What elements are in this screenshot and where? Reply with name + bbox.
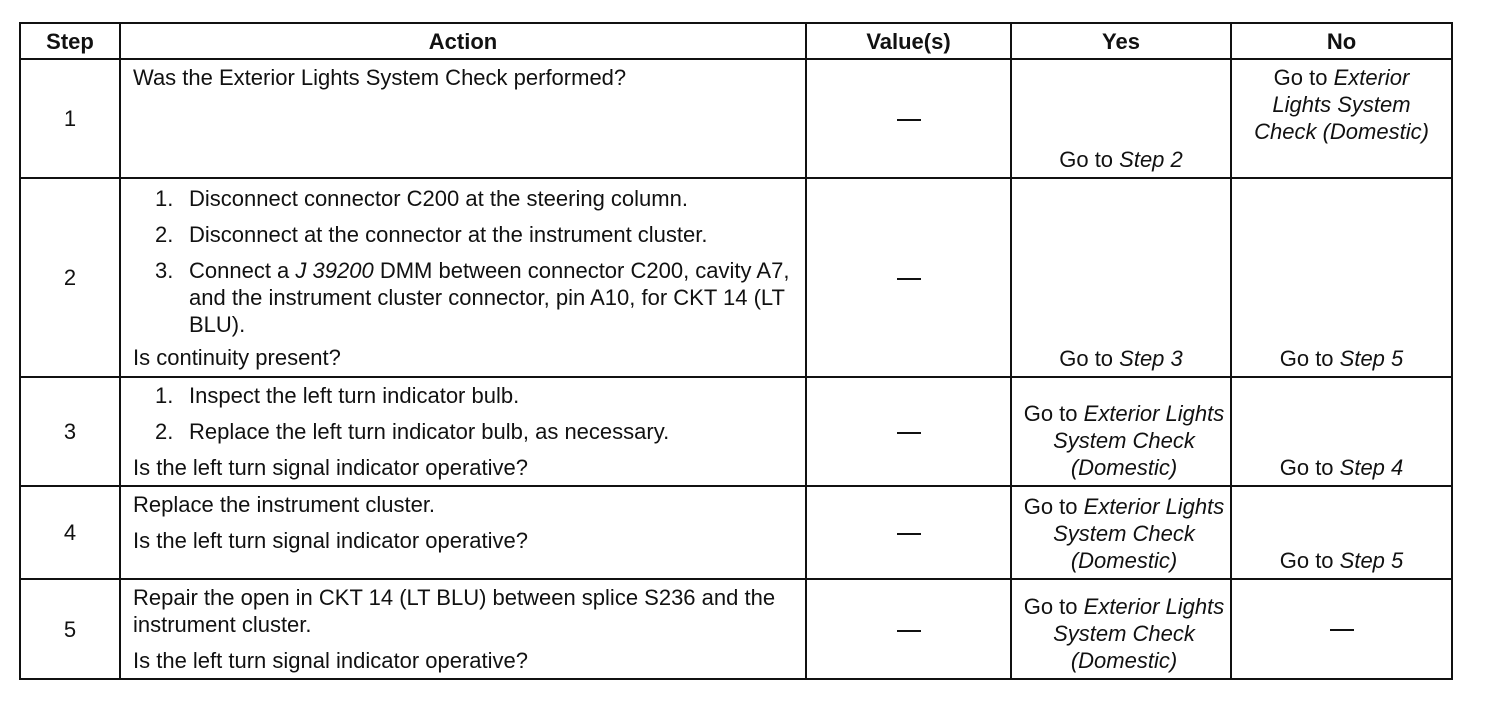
- table-row-step-2: [20, 178, 1452, 377]
- no-cell: [1231, 579, 1452, 679]
- yes-cell[interactable]: [1011, 486, 1231, 579]
- no-cell[interactable]: [1231, 59, 1452, 178]
- value-dash: [897, 432, 921, 434]
- table-row-step-5: [20, 579, 1452, 679]
- step-number: 4: [20, 486, 120, 579]
- header-no: No: [1231, 23, 1452, 59]
- action-cell: [120, 178, 806, 377]
- action-question: Is the left turn signal indicator operative?: [133, 528, 529, 553]
- value-dash: [897, 278, 921, 280]
- list-item: 2. Disconnect at the connector at the instrument cluster.: [155, 222, 708, 247]
- tool-name: J 39200: [295, 258, 374, 283]
- value-cell: [806, 59, 1011, 178]
- yes-prefix: Go to: [1059, 346, 1120, 371]
- yes-link[interactable]: Exterior Lights System Check (Domestic): [1053, 494, 1225, 573]
- value-dash: [897, 533, 921, 535]
- header-yes: Yes: [1011, 23, 1231, 59]
- action-text: Replace the instrument cluster.: [133, 492, 436, 517]
- action-question: Is continuity present?: [133, 345, 341, 370]
- list-item: 1. Disconnect connector C200 at the steering column.: [155, 186, 688, 211]
- yes-cell[interactable]: [1011, 59, 1231, 178]
- action-cell: [120, 486, 806, 579]
- value-cell: [806, 486, 1011, 579]
- value-cell: [806, 579, 1011, 679]
- no-dash: [1330, 629, 1354, 631]
- no-prefix: Go to: [1273, 65, 1334, 90]
- yes-link[interactable]: Step 2: [1119, 147, 1183, 172]
- table-row-step-3: [20, 377, 1452, 486]
- yes-link[interactable]: Exterior Lights System Check (Domestic): [1053, 401, 1225, 480]
- no-prefix: Go to: [1279, 455, 1340, 480]
- value-dash: [897, 119, 921, 121]
- diagnostic-table: [19, 22, 1453, 680]
- value-cell: [806, 377, 1011, 486]
- action-question: Is the left turn signal indicator operative?: [133, 648, 529, 673]
- action-text: Was the Exterior Lights System Check performed?: [133, 65, 627, 90]
- yes-prefix: Go to: [1023, 494, 1084, 519]
- step-number: 2: [20, 178, 120, 377]
- yes-prefix: Go to: [1059, 147, 1120, 172]
- no-prefix: Go to: [1279, 548, 1340, 573]
- no-link[interactable]: Exterior Lights System Check (Domestic): [1254, 65, 1429, 144]
- list-item: 3. Connect a J 39200 DMM between connector C200, cavity A7, and the instrument cluster connector, pin A10, for CKT 14 (LT BLU).: [155, 258, 790, 337]
- header-values: Value(s): [806, 23, 1011, 59]
- step-number: 1: [20, 59, 120, 178]
- step-number: 5: [20, 579, 120, 679]
- substep-list: [133, 185, 797, 338]
- header-row: [20, 23, 1452, 59]
- action-cell: [120, 59, 806, 178]
- table-row-step-1: [20, 59, 1452, 178]
- action-text: Repair the open in CKT 14 (LT BLU) between splice S236 and the instrument cluster.: [133, 585, 776, 637]
- yes-link[interactable]: Step 3: [1119, 346, 1183, 371]
- yes-cell[interactable]: [1011, 377, 1231, 486]
- no-prefix: Go to: [1279, 346, 1340, 371]
- value-cell: [806, 178, 1011, 377]
- yes-prefix: Go to: [1023, 401, 1084, 426]
- list-item: 2. Replace the left turn indicator bulb, as necessary.: [155, 419, 670, 444]
- header-action: Action: [120, 23, 806, 59]
- no-cell[interactable]: [1231, 377, 1452, 486]
- header-step: Step: [20, 23, 120, 59]
- no-link[interactable]: Step 4: [1339, 455, 1404, 480]
- action-cell: [120, 579, 806, 679]
- action-question: Is the left turn signal indicator operative?: [133, 455, 529, 480]
- value-dash: [897, 630, 921, 632]
- no-link[interactable]: Step 5: [1339, 346, 1404, 371]
- yes-prefix: Go to: [1023, 594, 1084, 619]
- action-cell: [120, 377, 806, 486]
- no-cell[interactable]: [1231, 178, 1452, 377]
- yes-cell[interactable]: [1011, 178, 1231, 377]
- no-link[interactable]: Step 5: [1339, 548, 1404, 573]
- list-item: 1. Inspect the left turn indicator bulb.: [155, 383, 520, 408]
- substep-list: [133, 382, 797, 445]
- yes-cell[interactable]: [1011, 579, 1231, 679]
- no-cell[interactable]: [1231, 486, 1452, 579]
- step-number: 3: [20, 377, 120, 486]
- yes-link[interactable]: Exterior Lights System Check (Domestic): [1053, 594, 1225, 673]
- table-row-step-4: [20, 486, 1452, 579]
